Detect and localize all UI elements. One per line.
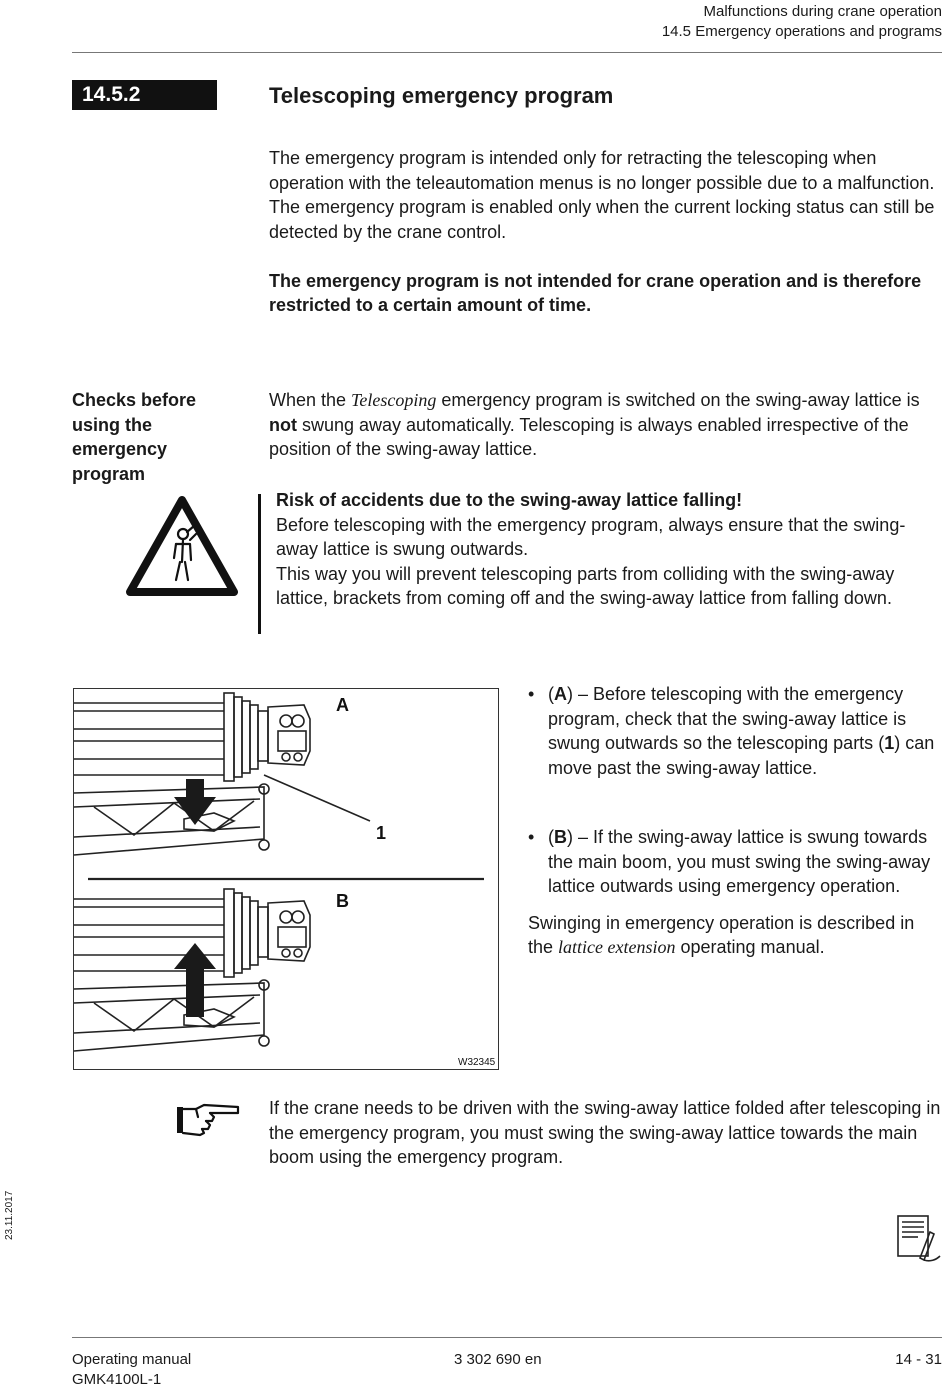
intro-paragraph-1: The emergency program is intended only for retracting the telescoping when operation with the teleautomation menus is no longer possible due to a malfunction.	[269, 148, 935, 193]
bullet-a-text: ) – Before telescoping with the emergency program, check that the swing-away lattice is swung outwards so the telescoping parts (	[548, 684, 907, 753]
section-number: 14.5.2	[72, 80, 217, 110]
warning-bar	[258, 494, 261, 634]
bullet-dot: •	[528, 684, 535, 704]
boom-figure	[73, 688, 499, 1070]
checks-side-label: Checks before using the emergency program	[72, 390, 197, 484]
warning-title: Risk of accidents due to the swing-away lattice falling!	[276, 490, 743, 510]
arrow-down-icon	[174, 779, 216, 825]
bullet-b-open: (	[548, 827, 554, 847]
footer-manual-label: Operating manual	[72, 1351, 192, 1368]
bullet-block	[528, 682, 942, 960]
boom-drawing	[74, 689, 498, 1069]
bullet-a-num: 1	[884, 733, 895, 753]
footer-page-number: 14 - 31	[895, 1351, 942, 1368]
header-section: 14.5 Emergency operations and programs	[661, 23, 942, 40]
bullet-a-end: ) can move past the swing-away lattice.	[548, 733, 935, 778]
figure-label-a: A	[336, 695, 349, 715]
warning-paragraph-1: Before telescoping with the emergency program, always ensure that the swing-away lattice is swung outwards.	[276, 514, 906, 559]
bullet-b	[528, 825, 942, 899]
footer-model: GMK4100L-1	[72, 1371, 162, 1388]
footer-doc-number: 3 302 690 en	[454, 1351, 542, 1368]
checks-text-2: emergency program is switched on the swing-away lattice is	[436, 390, 920, 410]
margin-date: 23.11.2017	[4, 1190, 15, 1240]
bullet-dot: •	[528, 827, 535, 847]
pointing-hand-icon	[176, 1103, 242, 1137]
checks-bold-not: not	[269, 414, 297, 435]
figure-label-1: 1	[376, 823, 387, 843]
note-paragraph: If the crane needs to be driven with the swing-away lattice folded after telescoping in the emergency program, you must swing the swing-away lattice towards the main boom using the emergency program.	[269, 1098, 941, 1167]
footer-left	[72, 1350, 191, 1390]
intro-bold-note: The emergency program is not intended for crane operation and is therefore restricted to a certain amount of time.	[269, 270, 922, 315]
checks-text-1: When the	[269, 390, 352, 410]
after-bullets-paragraph	[528, 911, 942, 960]
header-rule	[72, 52, 942, 53]
intro-paragraph-2: The emergency program is enabled only when the current locking status can still be detected by the crane control.	[269, 197, 935, 242]
header-chapter: Malfunctions during crane operation	[703, 3, 942, 20]
intro-block	[269, 146, 939, 318]
footer-rule	[72, 1337, 942, 1338]
warning-block	[276, 488, 942, 611]
falling-person-warning-icon	[124, 494, 240, 598]
checks-italic-telescoping: Telescoping	[351, 390, 437, 410]
checks-paragraph	[269, 388, 939, 462]
arrow-up-icon	[174, 943, 216, 1017]
after-italic: lattice extension	[558, 937, 676, 957]
bullet-a-letter: A	[554, 684, 567, 704]
after-text-2: operating manual.	[675, 937, 825, 957]
figure-code: W32345	[458, 1057, 496, 1068]
bullet-b-letter: B	[554, 827, 567, 847]
figure-label-b: B	[336, 891, 349, 911]
section-title: Telescoping emergency program	[269, 83, 614, 108]
manual-document-icon	[894, 1214, 942, 1264]
bullet-a	[528, 682, 942, 780]
after-text-1: Swinging in emergency operation is described in the	[528, 912, 915, 957]
warning-paragraph-2: This way you will prevent telescoping parts from colliding with the swing-away lattice, brackets from coming off and the swing-away lattice from falling down.	[276, 563, 895, 608]
bullet-b-text: ) – If the swing-away lattice is swung towards the main boom, you must swing the swing-away lattice outwards using emergency operation.	[548, 827, 931, 896]
checks-text-3: swung away automatically. Telescoping is always enabled irrespective of the position of the swing-away lattice.	[269, 414, 909, 459]
bullet-a-open: (	[548, 684, 554, 704]
running-header	[662, 2, 942, 42]
